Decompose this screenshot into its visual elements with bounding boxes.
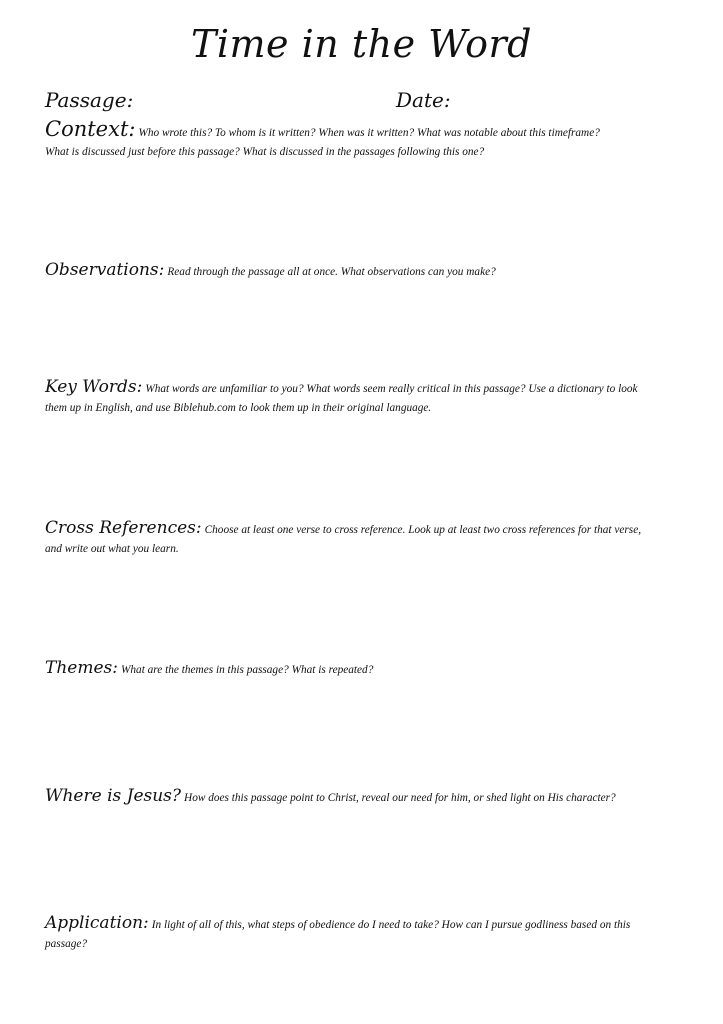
section-heading: Application: (45, 913, 149, 933)
passage-label: Passage: (45, 88, 134, 112)
section-prompt: What is discussed just before this passage? What is discussed in the passages following this one? (45, 146, 485, 158)
section-prompt: What are the themes in this passage? What is repeated? (120, 664, 374, 676)
section-heading: Key Words: (45, 377, 143, 397)
section-observations (45, 260, 695, 282)
section-prompt: Who wrote this? To whom is it written? When was it written? What was notable about this timeframe? (138, 127, 600, 139)
section-prompt: In light of all of this, what steps of obedience do I need to take? How can I pursue godliness based on this (151, 919, 631, 931)
section-heading: Cross References: (45, 518, 202, 538)
page-title: Time in the Word (191, 22, 532, 66)
section-prompt: How does this passage point to Christ, reveal our need for him, or shed light on His character? (184, 792, 616, 804)
section-heading: Themes: (45, 658, 118, 678)
section-context (45, 117, 695, 162)
section-prompt: passage? (45, 938, 88, 950)
section-heading: Context: (45, 117, 136, 141)
section-prompt: Choose at least one verse to cross reference. Look up at least two cross references for that verse, (204, 524, 642, 536)
section-heading: Where is Jesus? (45, 786, 182, 806)
section-prompt: What words are unfamiliar to you? What words seem really critical in this passage? Use a dictionary to look (145, 383, 638, 395)
section-prompt: them up in English, and use Biblehub.com to look them up in their original language. (45, 402, 432, 414)
section-cross-references (45, 518, 695, 559)
section-heading: Observations: (45, 260, 165, 280)
section-prompt: and write out what you learn. (45, 543, 179, 555)
date-label: Date: (396, 88, 451, 112)
section-application (45, 913, 695, 954)
section-prompt: Read through the passage all at once. What observations can you make? (167, 266, 496, 278)
section-key-words (45, 377, 695, 418)
section-themes (45, 658, 695, 680)
section-where-is-jesus (45, 786, 695, 808)
